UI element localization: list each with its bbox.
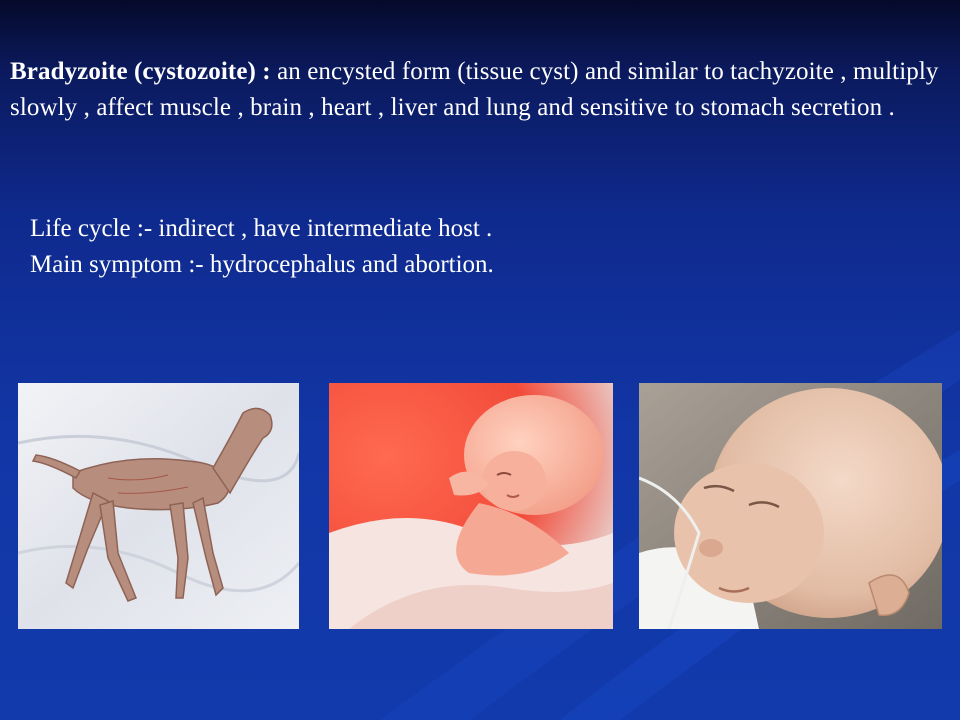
bradyzoite-term: Bradyzoite (cystozoite) : bbox=[10, 58, 271, 85]
main-symptom-line: Main symptom :- hydrocephalus and abortion. bbox=[30, 251, 494, 278]
hydrocephalic-infant-photo bbox=[329, 383, 613, 629]
hydrocephalus-baby-photo bbox=[639, 383, 942, 629]
aborted-foal-photo bbox=[18, 383, 299, 629]
facts-block bbox=[30, 211, 930, 283]
life-cycle-line: Life cycle :- indirect , have intermediate host . bbox=[30, 215, 493, 242]
bradyzoite-paragraph bbox=[10, 54, 950, 126]
bradyzoite-description: an encysted form (tissue cyst) and similar to tachyzoite , multiply slowly , affect muscle , brain , heart , liver and lung and sensitive to stomach secretion . bbox=[10, 58, 939, 121]
